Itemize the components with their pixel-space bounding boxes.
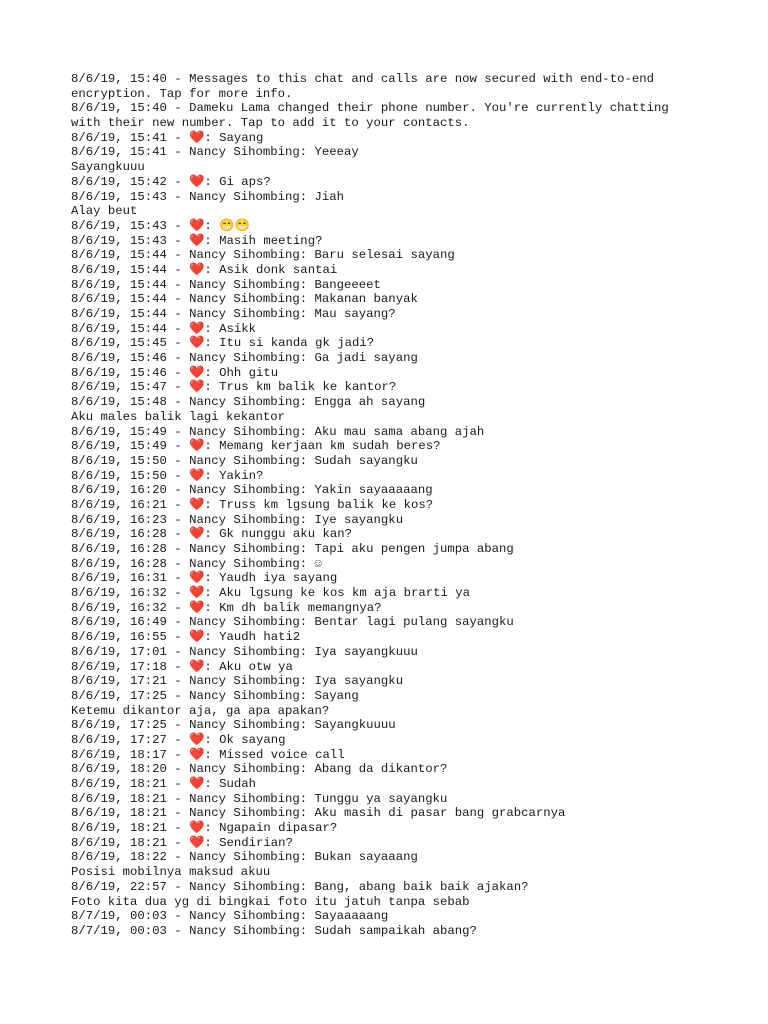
chat-log-line: 8/6/19, 15:49 - ❤️: Memang kerjaan km sudah beres?: [71, 439, 441, 454]
chat-log-line: with their new number. Tap to add it to your contacts.: [71, 116, 470, 131]
chat-log-line: 8/6/19, 18:21 - ❤️: Sendirian?: [71, 835, 293, 850]
chat-log-line: 8/6/19, 15:44 - Nancy Sihombing: Bangeeeet: [71, 277, 381, 292]
chat-log-line: 8/6/19, 15:49 - Nancy Sihombing: Aku mau sama abang ajah: [71, 424, 485, 439]
chat-log-line: Foto kita dua yg di bingkai foto itu jatuh tanpa sebab: [71, 894, 470, 909]
chat-log-line: 8/6/19, 15:50 - Nancy Sihombing: Sudah sayangku: [71, 453, 418, 468]
chat-log-line: 8/6/19, 17:21 - Nancy Sihombing: Iya sayangku: [71, 674, 404, 689]
chat-log-line: 8/6/19, 16:32 - ❤️: Aku lgsung ke kos km aja brarti ya: [71, 586, 471, 601]
chat-log-line: 8/6/19, 15:41 - ❤️: Sayang: [71, 130, 264, 145]
chat-log-line: 8/6/19, 15:40 - Messages to this chat and calls are now secured with end-to-end: [71, 72, 654, 86]
chat-log-line: 8/6/19, 16:55 - ❤️: Yaudh hati2: [71, 630, 301, 645]
chat-log-line: 8/6/19, 16:32 - ❤️: Km dh balik memangnya?: [71, 600, 382, 615]
chat-log-line: 8/6/19, 15:43 - Nancy Sihombing: Jiah: [71, 189, 345, 204]
chat-log-line: 8/6/19, 15:44 - Nancy Sihombing: Makanan banyak: [71, 292, 418, 307]
chat-log-line: 8/6/19, 15:43 - ❤️: 😁😁: [71, 218, 250, 233]
chat-log-line: 8/6/19, 16:28 - Nancy Sihombing: ☺: [71, 556, 322, 571]
chat-log-line: 8/6/19, 15:45 - ❤️: Itu si kanda gk jadi?: [71, 336, 375, 351]
chat-log-line: 8/6/19, 17:25 - Nancy Sihombing: Sayangkuuuu: [71, 718, 396, 733]
chat-log-line: 8/6/19, 16:20 - Nancy Sihombing: Yakin sayaaaaang: [71, 483, 433, 498]
chat-log-line: 8/6/19, 15:42 - ❤️: Gi aps?: [71, 174, 271, 189]
chat-log-line: 8/7/19, 00:03 - Nancy Sihombing: Sayaaaaang: [71, 909, 389, 924]
chat-log-line: 8/6/19, 22:57 - Nancy Sihombing: Bang, abang baik baik ajakan?: [71, 879, 529, 894]
chat-log-line: 8/6/19, 17:01 - Nancy Sihombing: Iya sayangkuuu: [71, 644, 418, 659]
chat-log-line: 8/6/19, 16:28 - Nancy Sihombing: Tapi aku pengen jumpa abang: [71, 542, 514, 556]
chat-log-line: 8/6/19, 15:44 - ❤️: Asik donk santai: [71, 262, 338, 277]
chat-log-line: 8/6/19, 18:21 - ❤️: Ngapain dipasar?: [71, 821, 338, 836]
chat-log-line: 8/6/19, 15:46 - ❤️: Ohh gitu: [71, 365, 279, 380]
chat-log-line: 8/6/19, 18:22 - Nancy Sihombing: Bukan sayaaang: [71, 850, 418, 865]
chat-log-line: 8/6/19, 15:44 - ❤️: Asikk: [71, 321, 257, 336]
chat-log-line: 8/6/19, 15:48 - Nancy Sihombing: Engga ah sayang: [71, 395, 426, 410]
chat-log-line: 8/6/19, 18:21 - ❤️: Sudah: [71, 777, 257, 791]
chat-log-line: 8/6/19, 16:23 - Nancy Sihombing: Iye sayangku: [71, 512, 404, 527]
chat-log-line: 8/6/19, 16:21 - ❤️: Truss km lgsung balik ke kos?: [71, 497, 434, 512]
chat-log-line: 8/6/19, 16:28 - ❤️: Gk nunggu aku kan?: [71, 527, 352, 542]
chat-log-line: 8/6/19, 17:25 - Nancy Sihombing: Sayang: [71, 688, 359, 703]
chat-log-line: 8/7/19, 00:03 - Nancy Sihombing: Sudah sampaikah abang?: [71, 923, 477, 938]
chat-log-line: 8/6/19, 15:44 - Nancy Sihombing: Mau sayang?: [71, 307, 396, 321]
chat-log-line: 8/6/19, 15:41 - Nancy Sihombing: Yeeeay: [71, 145, 359, 160]
chat-log-line: Aku males balik lagi kekantor: [71, 409, 286, 424]
chat-log-line: 8/6/19, 17:27 - ❤️: Ok sayang: [71, 732, 286, 747]
chat-log-line: 8/6/19, 15:44 - Nancy Sihombing: Baru selesai sayang: [71, 248, 455, 263]
chat-log-line: 8/6/19, 18:20 - Nancy Sihombing: Abang da dikantor?: [71, 762, 448, 777]
chat-log-line: 8/6/19, 18:21 - Nancy Sihombing: Aku masih di pasar bang grabcarnya: [71, 806, 566, 821]
chat-log-line: 8/6/19, 15:47 - ❤️: Trus km balik ke kantor?: [71, 380, 397, 395]
chat-log-line: 8/6/19, 15:43 - ❤️: Masih meeting?: [71, 233, 323, 248]
chat-log-line: 8/6/19, 16:31 - ❤️: Yaudh iya sayang: [71, 571, 338, 586]
chat-log-line: Alay beut: [71, 204, 138, 219]
chat-log-line: Sayangkuuu: [71, 160, 145, 175]
chat-log-page: [71, 72, 761, 939]
chat-log-line: 8/6/19, 16:49 - Nancy Sihombing: Bentar lagi pulang sayangku: [71, 615, 514, 630]
chat-log-line: 8/6/19, 18:21 - Nancy Sihombing: Tunggu ya sayangku: [71, 791, 448, 806]
chat-log-line: Posisi mobilnya maksud akuu: [71, 865, 271, 880]
chat-log-line: 8/6/19, 15:46 - Nancy Sihombing: Ga jadi sayang: [71, 351, 418, 366]
chat-log-line: encryption. Tap for more info.: [71, 86, 293, 101]
chat-log-line: 8/6/19, 15:40 - Dameku Lama changed their phone number. You're currently chatting: [71, 101, 669, 116]
chat-log-line: Ketemu dikantor aja, ga apa apakan?: [71, 703, 330, 718]
chat-log-line: 8/6/19, 17:18 - ❤️: Aku otw ya: [71, 659, 293, 674]
chat-log-line: 8/6/19, 18:17 - ❤️: Missed voice call: [71, 747, 345, 762]
chat-log-line: 8/6/19, 15:50 - ❤️: Yakin?: [71, 468, 264, 483]
